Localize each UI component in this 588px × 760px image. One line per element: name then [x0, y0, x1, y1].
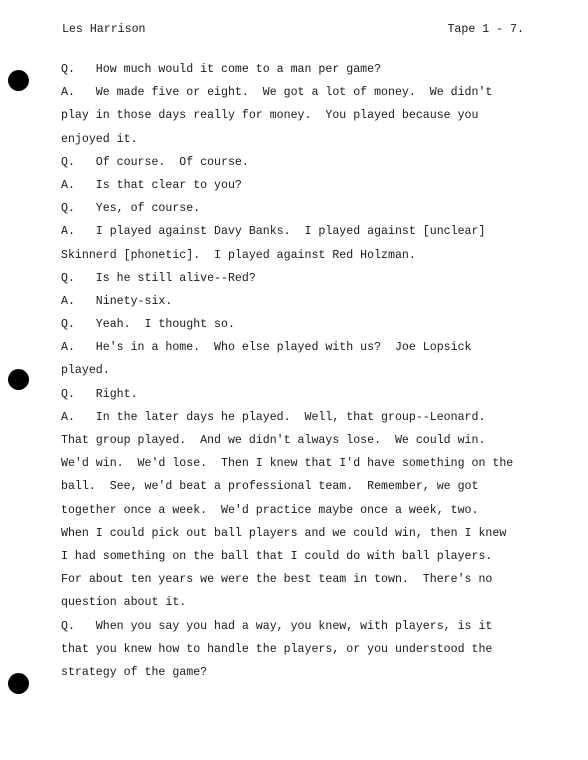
transcript-body [61, 58, 541, 684]
transcript-line: A. He's in a home. Who else played with us? Joe Lopsick [61, 341, 472, 355]
transcript-line: That group played. And we didn't always lose. We could win. [61, 434, 486, 447]
transcript-line: Q. Yeah. I thought so. [61, 318, 235, 332]
transcript-line: Q. Is he still alive--Red? [61, 271, 256, 285]
interviewee-name: Les Harrison [62, 23, 146, 36]
transcript-line: enjoyed it. [61, 132, 138, 146]
transcript-line: A. In the later days he played. Well, that group--Leonard. [61, 410, 486, 424]
transcript-line: Q. When you say you had a way, you knew, with players, is it [61, 619, 493, 633]
transcript-line: played. [61, 364, 110, 378]
punch-hole-middle [8, 369, 29, 390]
transcript-line: A. Ninety-six. [61, 294, 173, 308]
punch-hole-bottom [8, 673, 29, 694]
transcript-line: We'd win. We'd lose. Then I knew that I'd have something on the [61, 457, 514, 471]
tape-label: Tape 1 - 7. [447, 23, 524, 36]
transcript-line: I had something on the ball that I could do with ball players. [61, 549, 493, 563]
transcript-line: Q. How much would it come to a man per game? [61, 63, 382, 76]
transcript-line: together once a week. We'd practice maybe once a week, two. [61, 503, 479, 517]
punch-hole-top [8, 70, 29, 91]
transcript-line: that you knew how to handle the players, or you understood the [61, 642, 493, 656]
transcript-line: play in those days really for money. You played because you [61, 109, 479, 123]
transcript-line: When I could pick out ball players and we could win, then I knew [61, 526, 507, 540]
transcript-line: For about ten years we were the best team in town. There's no [61, 573, 493, 587]
transcript-line: Q. Yes, of course. [61, 202, 201, 216]
transcript-line: strategy of the game? [61, 665, 208, 679]
transcript-line: A. I played against Davy Banks. I played against [unclear] [61, 225, 486, 239]
transcript-line: A. Is that clear to you? [61, 178, 242, 192]
transcript-line: Q. Of course. Of course. [61, 155, 249, 169]
transcript-line: question about it. [61, 596, 187, 610]
transcript-line: Q. Right. [61, 387, 138, 401]
transcript-line: ball. See, we'd beat a professional team. Remember, we got [61, 480, 479, 494]
transcript-line: A. We made five or eight. We got a lot of money. We didn't [61, 86, 493, 100]
transcript-line: Skinnerd [phonetic]. I played against Red Holzman. [61, 248, 416, 262]
